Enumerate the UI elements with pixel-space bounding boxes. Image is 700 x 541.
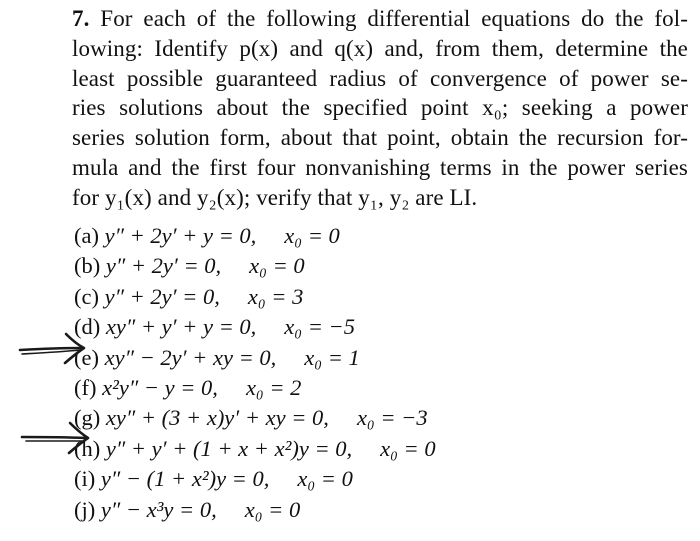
problem-line-4: ries solutions about the specified point x₀; seeking a power (72, 95, 688, 121)
exercise-part (74, 464, 436, 494)
part-equation: xy″ + (3 + x)y′ + xy = 0, (105, 405, 329, 431)
exercise-parts-list (74, 221, 436, 525)
part-label: (b) (74, 253, 101, 279)
part-point: x₀ = 0 (284, 223, 340, 248)
problem-line-6: mula and the first four nonvanishing terms in the power series (72, 154, 688, 180)
part-point: x₀ = 0 (249, 253, 305, 279)
part-equation: y″ + 2y′ = 0, (105, 253, 222, 279)
part-point: x₀ = 0 (297, 466, 353, 492)
part-label: (f) (74, 374, 97, 400)
part-equation: y″ − (1 + x²)y = 0, (100, 466, 270, 492)
part-equation: y″ + y′ + (1 + x + x²)y = 0, (105, 435, 353, 461)
part-equation: y″ + 2y′ = 0, (104, 283, 220, 309)
problem-line-5: series solution form, about that point, obtain the recursion for- (72, 125, 688, 151)
problem-line-3: least possible guaranteed radius of convergence of power se- (72, 65, 688, 91)
exercise-part (74, 251, 436, 281)
part-point: x₀ = 2 (245, 374, 302, 400)
problem-line-7: for y₁(x) and y₂(x); verify that y₁, y₂ are LI. (72, 184, 478, 210)
exercise-part-marked (74, 434, 436, 464)
problem-statement (72, 4, 688, 213)
hand-drawn-arrow-icon (18, 330, 88, 366)
part-equation: y″ − x³y = 0, (100, 496, 217, 522)
part-point: x₀ = 3 (247, 283, 304, 309)
exercise-part (74, 495, 436, 525)
problem-number: 7. (72, 6, 90, 31)
part-label: (h) (74, 435, 101, 461)
problem-line-2: lowing: Identify p(x) and q(x) and, from them, determine the (72, 35, 688, 61)
part-label: (e) (74, 344, 99, 370)
exercise-part (74, 403, 436, 433)
part-point: x₀ = 0 (380, 435, 436, 461)
problem-line-1 (72, 4, 688, 34)
exercise-part (74, 312, 436, 342)
part-equation: xy″ − 2y′ + xy = 0, (104, 344, 277, 370)
part-point: x₀ = 1 (304, 344, 360, 370)
part-label: (a) (74, 223, 99, 248)
exercise-part-marked (74, 343, 436, 373)
exercise-part (74, 221, 436, 251)
part-label: (i) (74, 466, 96, 492)
part-equation: x²y″ − y = 0, (102, 374, 218, 400)
part-label: (d) (74, 314, 101, 340)
part-equation: xy″ + y′ + y = 0, (105, 314, 257, 340)
hand-drawn-arrow-icon (20, 420, 92, 456)
part-point: x₀ = −5 (284, 314, 355, 340)
exercise-part (74, 282, 436, 312)
part-point: x₀ = 0 (244, 496, 301, 522)
exercise-part (74, 373, 436, 403)
part-label: (c) (74, 283, 99, 309)
part-equation: y″ + 2y′ + y = 0, (104, 223, 257, 248)
part-label: (g) (74, 405, 101, 431)
problem-text-1: For each of the following differential equations do the fol- (89, 6, 688, 31)
part-point: x₀ = −3 (356, 405, 428, 431)
part-label: (j) (74, 496, 96, 522)
